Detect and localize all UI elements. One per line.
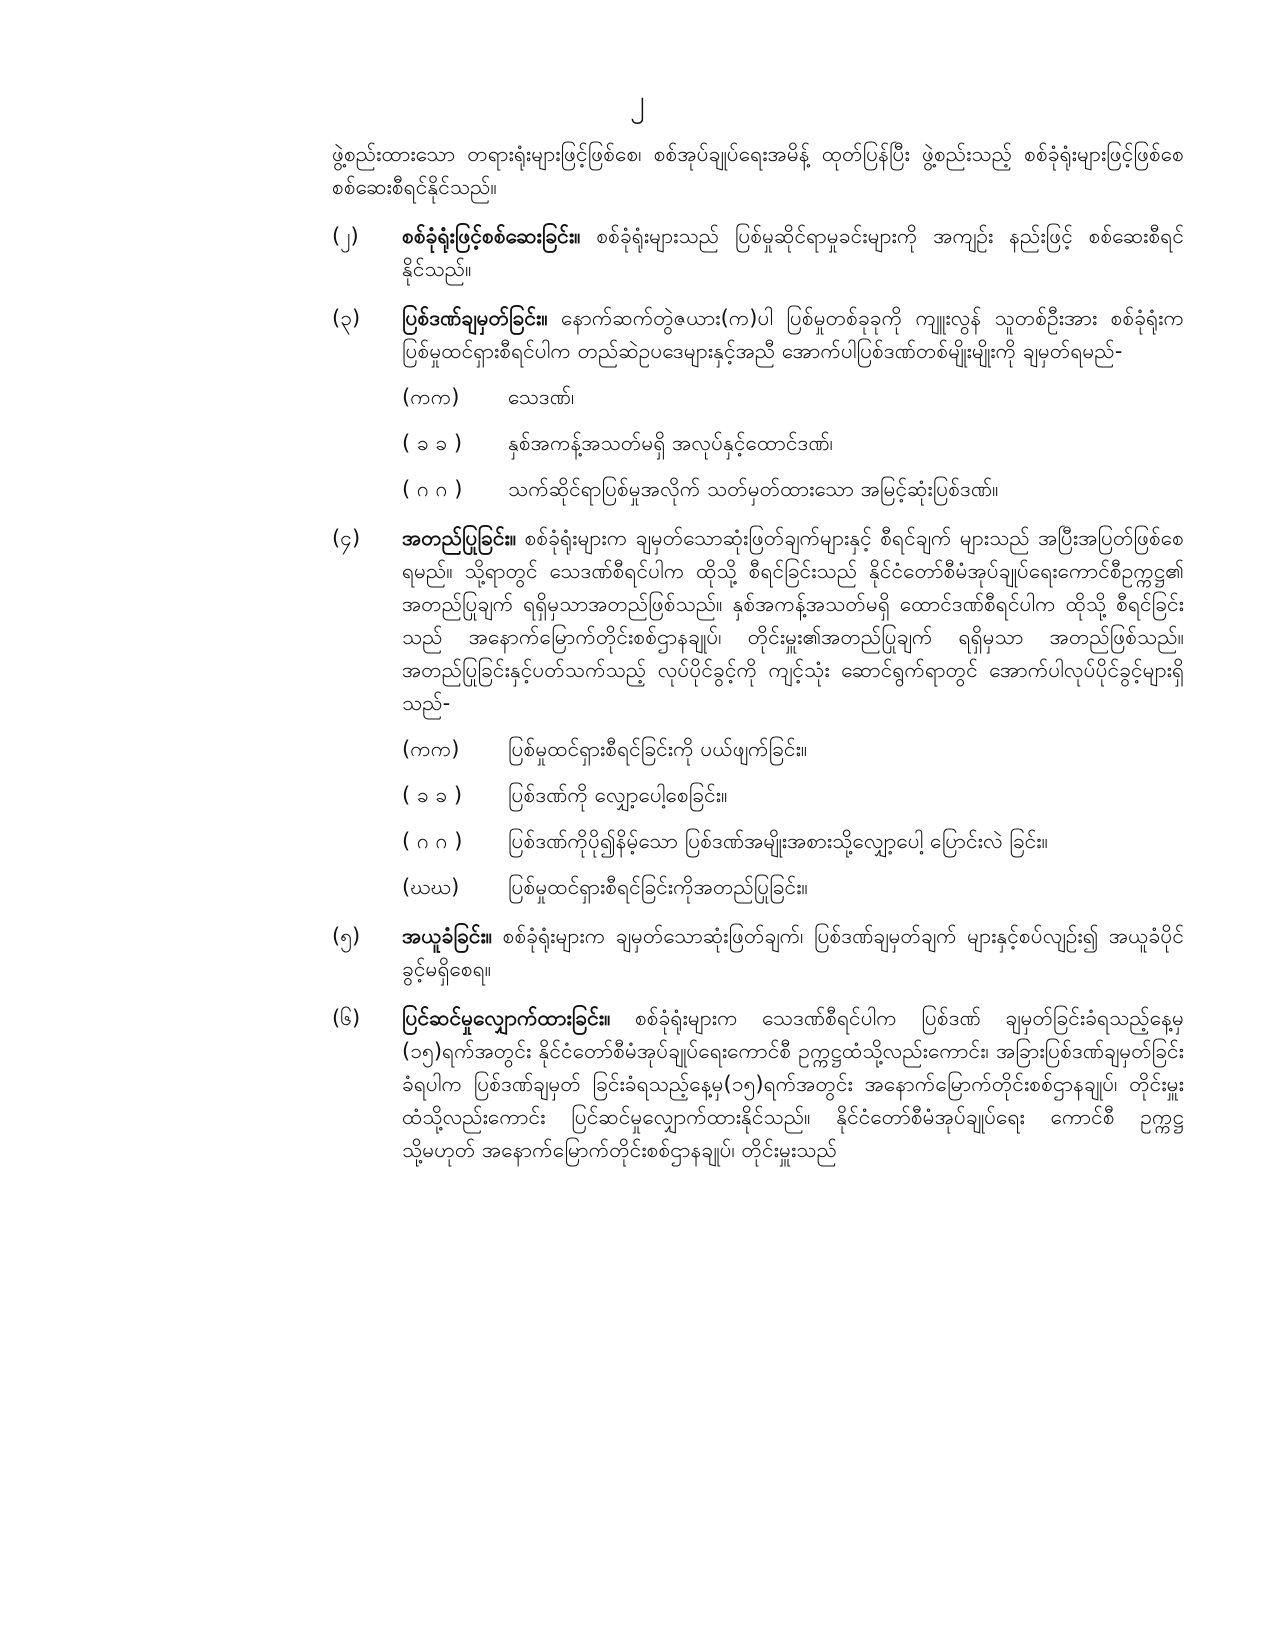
sub-item xyxy=(402,733,1184,766)
section-item xyxy=(332,302,1184,368)
sub-item xyxy=(402,871,1184,904)
section-heading: စစ်ခုံရုံးဖြင့်စစ်ဆေးခြင်း။ xyxy=(402,224,581,248)
section-heading: ပြစ်ဒဏ်ချမှတ်ခြင်း။ xyxy=(402,306,548,330)
section-text xyxy=(402,920,1184,986)
section-text xyxy=(402,220,1184,286)
section-heading: အတည်ပြုခြင်း။ xyxy=(402,526,517,550)
sub-item-text: ပြစ်မှုထင်ရှားစီရင်ခြင်းကို ပယ်ဖျက်ခြင်း။ xyxy=(508,737,808,761)
section-number: (၄) xyxy=(332,526,361,550)
page-number: ၂ xyxy=(630,84,645,119)
sub-item-number: ( ဂ ဂ ) xyxy=(402,477,463,501)
sub-item-number: ( ဂ ဂ ) xyxy=(402,829,463,853)
section-item xyxy=(332,220,1184,286)
section-body: စစ်ခုံရုံးများက ချမှတ်သောဆုံးဖြတ်ချက်၊ ပြစ်ဒဏ်ချမှတ်ချက် များနှင့်စပ်လျဉ်း၍ အယူခံပိုင်ခွင့်မရှိစေရ။ xyxy=(402,924,1184,981)
document-body xyxy=(332,138,1184,1167)
sub-item-number: (ကက) xyxy=(402,385,460,409)
sub-item-number: ( ခ ခ ) xyxy=(402,431,463,455)
sub-item-number: (ကက) xyxy=(402,737,460,761)
sub-item-number: (ဃဃ) xyxy=(402,875,460,899)
sub-item xyxy=(402,473,1184,506)
sub-item xyxy=(402,779,1184,812)
section-number: (၂) xyxy=(332,224,359,248)
section-body: စစ်ခုံရုံးများက သေဒဏ်စီရင်ပါက ပြစ်ဒဏ် ချမှတ်ခြင်းခံရသည့်နေ့မှ (၁၅)ရက်အတွင်း နိုင်ငံတော်စီမံအုပ်ချုပ်ရေးကောင်စီ ဥက္ကဋ္ဌထံသို့လည်းကောင်း၊ အခြားပြစ်ဒဏ်ချမှတ်ခြင်းခံရပါက ပြစ်ဒဏ်ချမှတ် ခြင်းခံရသည့်နေ့မှ(၁၅)ရက်အတွင်း အနောက်မြောက်တိုင်းစစ်ဌာနချုပ်၊ တိုင်းမှူး ထံသို့လည်းကောင်း ပြင်ဆင်မှုလျှောက်ထားနိုင်သည်။ နိုင်ငံတော်စီမံအုပ်ချုပ်ရေး ကောင်စီ ဥက္ကဋ္ဌ သို့မဟုတ် အနောက်မြောက်တိုင်းစစ်ဌာနချုပ်၊ တိုင်းမှူးသည် xyxy=(402,1006,1184,1162)
intro-paragraph: ဖွဲ့စည်းထားသော တရားရုံးများဖြင့်ဖြစ်စေ၊ စစ်အုပ်ချုပ်ရေးအမိန့် ထုတ်ပြန်ပြီး ဖွဲ့စည်းသည့် စစ်ခုံရုံးများဖြင့်ဖြစ်စေ စစ်ဆေးစီရင်နိုင်သည်။ xyxy=(332,142,1184,199)
sub-item-text: ပြစ်ဒဏ်ကို လျှော့ပေါ့စေခြင်း။ xyxy=(508,783,728,807)
section-text xyxy=(402,302,1184,368)
section-body: စစ်ခုံရုံးများက ချမှတ်သောဆုံးဖြတ်ချက်များနှင့် စီရင်ချက် များသည် အပြီးအပြတ်ဖြစ်စေရမည်။ သို့ရာတွင် သေဒဏ်စီရင်ပါက ထိုသို့ စီရင်ခြင်းသည် နိုင်ငံတော်စီမံအုပ်ချုပ်ရေးကောင်စီဥက္ကဋ္ဌ၏ အတည်ပြုချက် ရရှိမှသာအတည်ဖြစ်သည်။ နှစ်အကန့်အသတ်မရှိ ထောင်ဒဏ်စီရင်ပါက ထိုသို့ စီရင်ခြင်းသည် အနောက်မြောက်တိုင်းစစ်ဌာနချုပ်၊ တိုင်းမှူး၏အတည်ပြုချက် ရရှိမှသာ အတည်ဖြစ်သည်။ အတည်ပြုခြင်းနှင့်ပတ်သက်သည့် လုပ်ပိုင်ခွင့်ကို ကျင့်သုံး ဆောင်ရွက်ရာတွင် အောက်ပါလုပ်ပိုင်ခွင့်များရှိသည်- xyxy=(402,526,1184,715)
sub-item-text: နှစ်အကန့်အသတ်မရှိ အလုပ်နှင့်ထောင်ဒဏ်၊ xyxy=(508,431,833,455)
section-heading: ပြင်ဆင်မှုလျှောက်ထားခြင်း။ xyxy=(402,1006,611,1030)
section-heading: အယူခံခြင်း။ xyxy=(402,924,493,948)
section-number: (၃) xyxy=(332,306,361,330)
section-item xyxy=(332,920,1184,986)
sub-item-text: သေဒဏ်၊ xyxy=(508,385,575,409)
sub-item-text: ပြစ်ဒဏ်ကိုပို၍နိမ့်သော ပြစ်ဒဏ်အမျိုးအစားသို့လျှော့ပေါ့ ပြောင်းလဲ ခြင်း။ xyxy=(508,829,1048,853)
section-body: စစ်ခုံရုံးများသည် ပြစ်မှုဆိုင်ရာမှုခင်းများကို အကျဉ်း နည်းဖြင့် စစ်ဆေးစီရင်နိုင်သည်။ xyxy=(402,224,1184,281)
sub-item-number: ( ခ ခ ) xyxy=(402,783,463,807)
sub-item-text: သက်ဆိုင်ရာပြစ်မှုအလိုက် သတ်မှတ်ထားသော အမြင့်ဆုံးပြစ်ဒဏ်။ xyxy=(508,477,999,501)
section-text xyxy=(402,1002,1184,1167)
section-item xyxy=(332,1002,1184,1167)
sub-item xyxy=(402,825,1184,858)
section-number: (၆) xyxy=(332,1006,361,1030)
section-body: နောက်ဆက်တွဲဇယား(က)ပါ ပြစ်မှုတစ်ခုခုကို ကျူးလွန် သူတစ်ဦးအား စစ်ခုံရုံးကပြစ်မှုထင်ရှားစီရင်ပါက တည်ဆဲဥပဒေများနှင့်အညီ အောက်ပါပြစ်ဒဏ်တစ်မျိုးမျိုးကို ချမှတ်ရမည်- xyxy=(402,306,1184,363)
sub-item xyxy=(402,427,1184,460)
sub-item-text: ပြစ်မှုထင်ရှားစီရင်ခြင်းကိုအတည်ပြုခြင်း။ xyxy=(508,875,808,899)
section-item xyxy=(332,522,1184,720)
section-text xyxy=(402,522,1184,720)
section-number: (၅) xyxy=(332,924,361,948)
sub-item xyxy=(402,381,1184,414)
